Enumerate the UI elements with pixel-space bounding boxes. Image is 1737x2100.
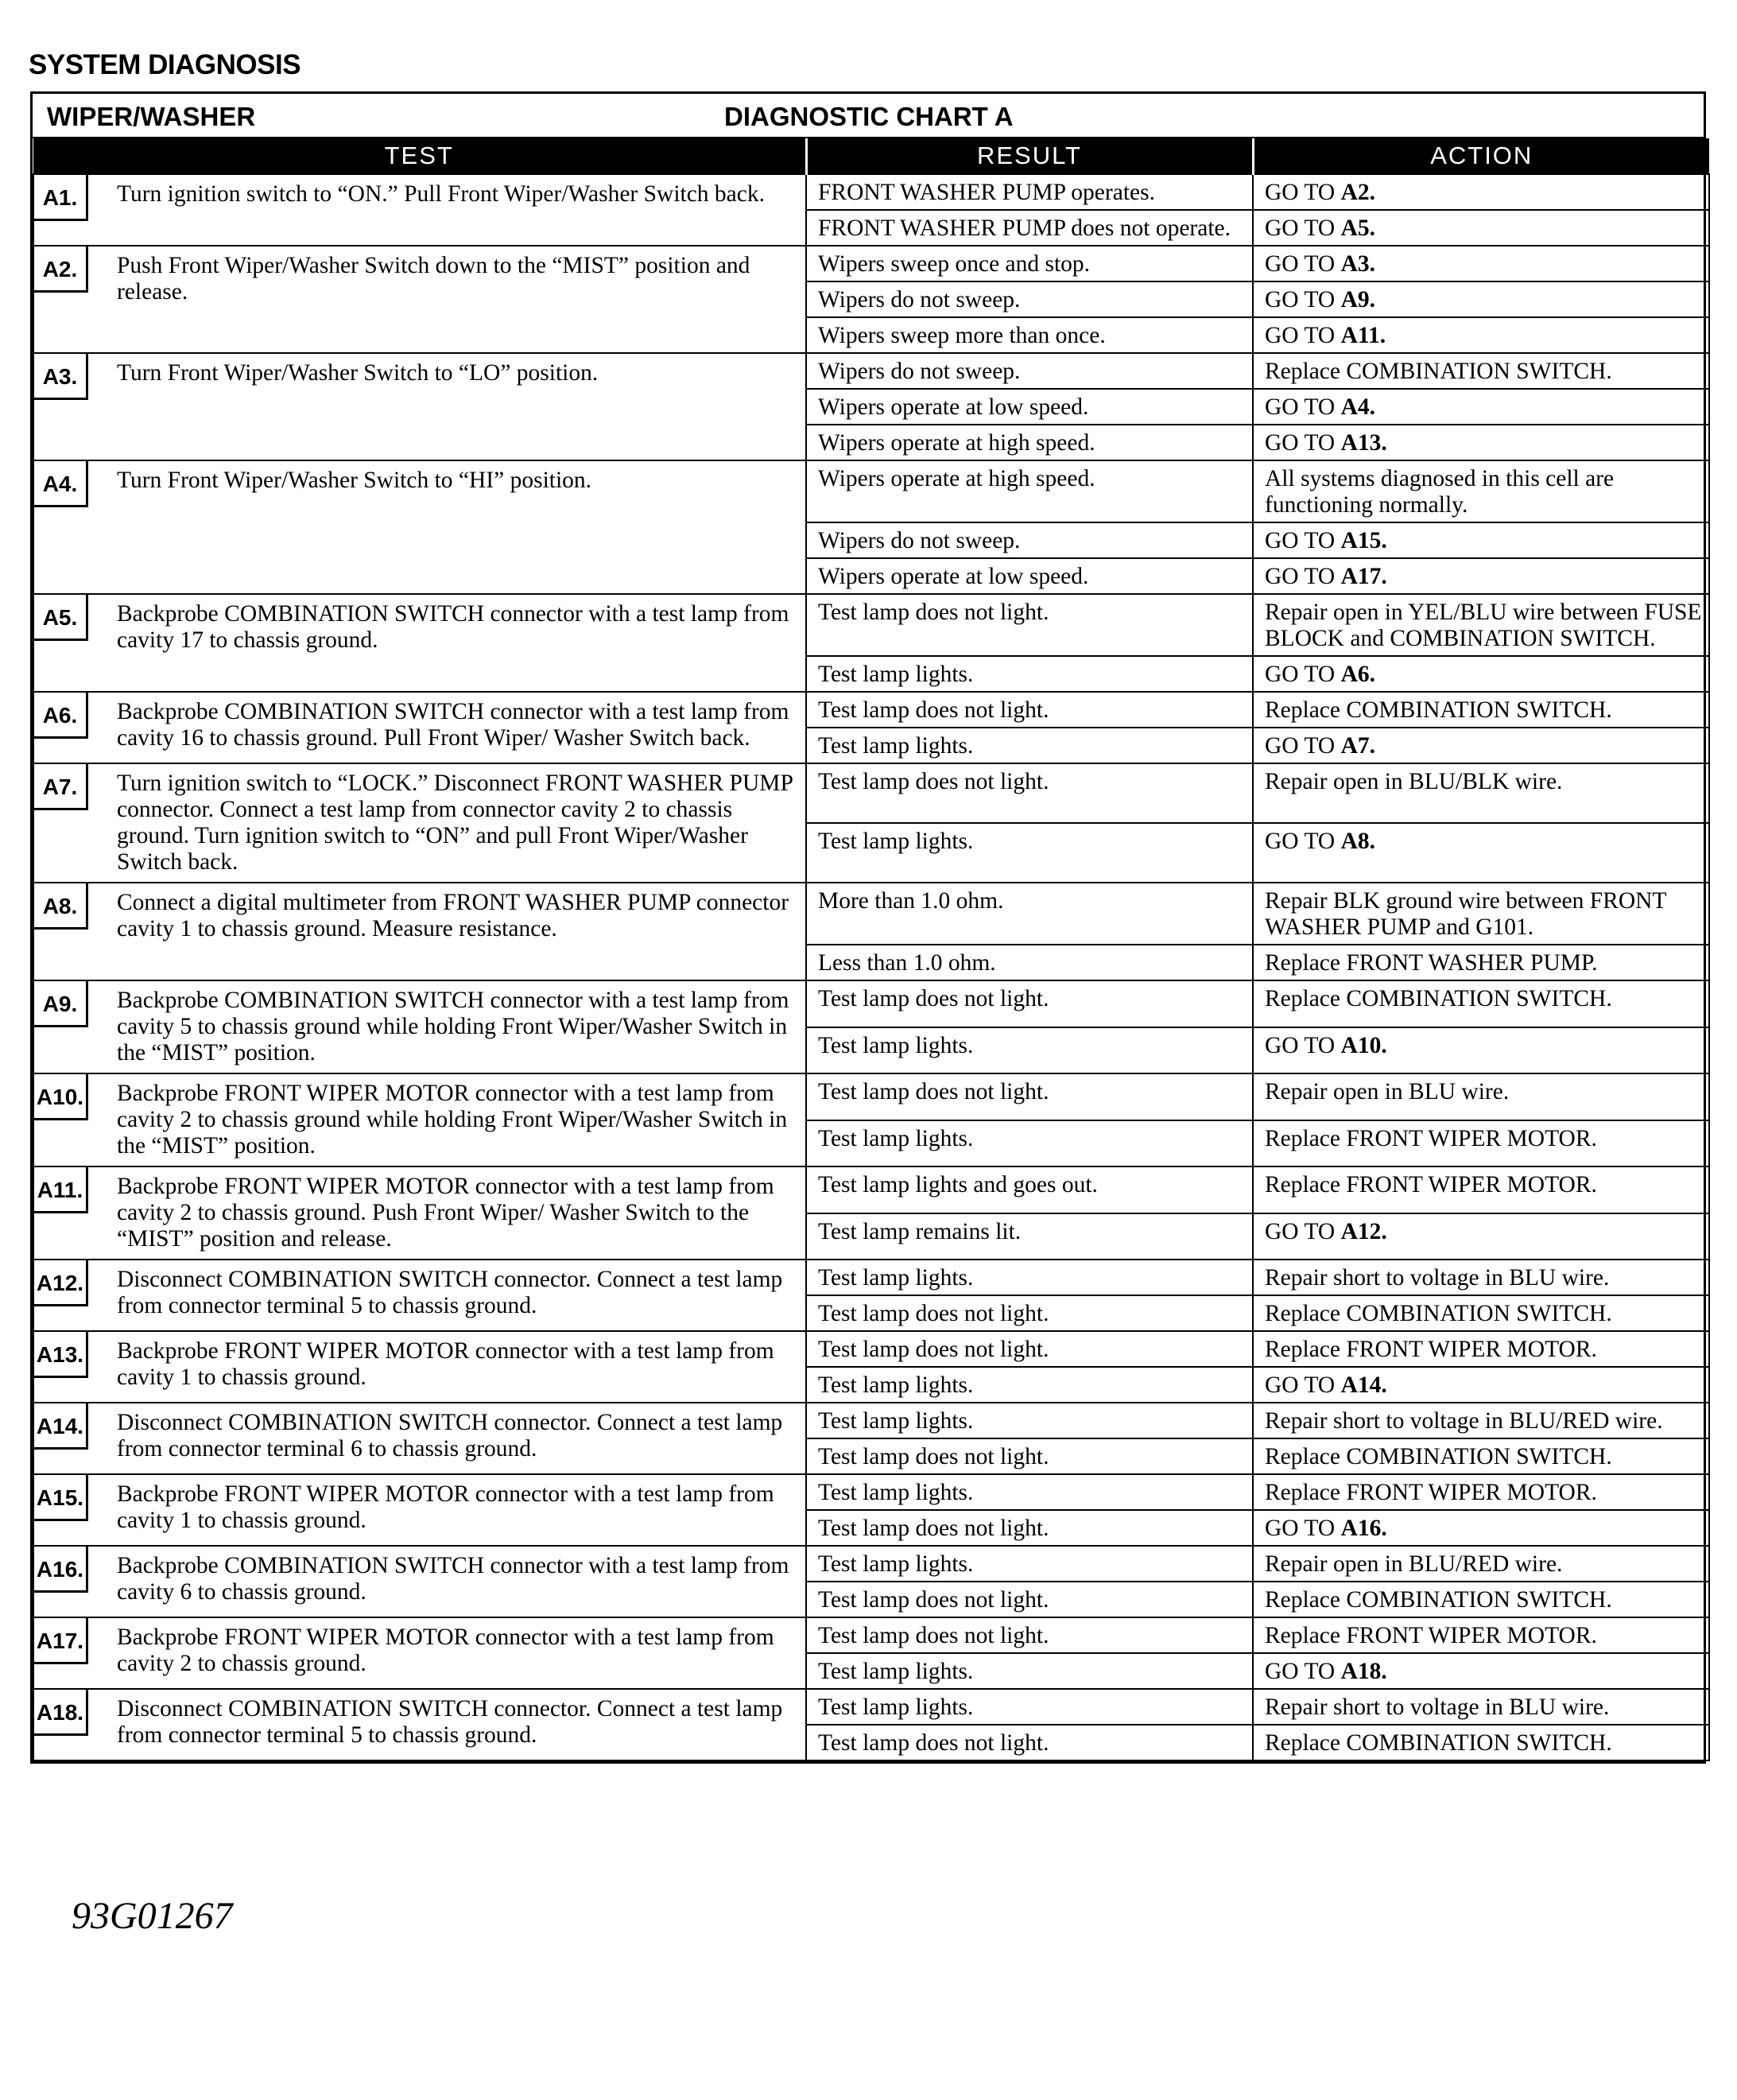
action-cell [1253,1510,1709,1546]
action-step-ref: A6. [1340,662,1376,687]
action-cell [1253,1438,1709,1474]
test-cell [33,763,806,883]
result-cell: Wipers do not sweep. [806,281,1253,317]
action-text: Replace COMBINATION SWITCH. [1265,1587,1612,1613]
action-step-ref: A3. [1340,251,1376,277]
table-row [33,1260,1709,1295]
action-prefix: GO TO [1265,662,1341,687]
result-cell: FRONT WASHER PUMP operates. [806,174,1253,210]
action-prefix: GO TO [1265,394,1341,420]
action-prefix: GO TO [1265,323,1341,348]
result-cell: Test lamp does not light. [806,1510,1253,1546]
result-cell: Wipers do not sweep. [806,522,1253,558]
action-cell [1253,1166,1709,1213]
action-cell [1253,883,1709,945]
action-cell [1253,1653,1709,1689]
table-row [33,980,1709,1027]
action-cell [1253,1582,1709,1617]
action-step-ref: A11. [1340,323,1386,348]
test-instruction: Connect a digital multimeter from FRONT WASHER PUMP connector cavity 1 to chassis ground. Measure resistance. [117,890,789,941]
action-text: Replace COMBINATION SWITCH. [1265,697,1612,723]
step-id-box: A9. [34,981,88,1027]
result-cell: Test lamp lights. [806,728,1253,763]
action-step-ref: A7. [1340,733,1376,759]
action-prefix: GO TO [1265,430,1341,456]
test-instruction: Backprobe FRONT WIPER MOTOR connector with a test lamp from cavity 1 to chassis ground. [117,1481,774,1533]
step-id-box: A13. [34,1332,88,1378]
action-text: Repair BLK ground wire between FRONT WASHER PUMP and G101. [1265,888,1666,940]
action-cell [1253,1617,1709,1653]
test-instruction: Backprobe COMBINATION SWITCH connector with a test lamp from cavity 17 to chassis ground. [117,601,789,653]
action-text: Replace COMBINATION SWITCH. [1265,1444,1612,1469]
test-cell [33,353,806,460]
action-prefix: GO TO [1265,251,1341,277]
action-step-ref: A10. [1340,1032,1387,1058]
step-id-box: A4. [34,461,88,507]
action-step-ref: A18. [1340,1659,1387,1684]
action-cell [1253,558,1709,594]
action-step-ref: A5. [1340,215,1376,241]
action-text: Replace FRONT WIPER MOTOR. [1265,1480,1597,1505]
diagnostic-chart [30,91,1706,1764]
result-cell: Test lamp does not light. [806,1438,1253,1474]
action-cell [1253,281,1709,317]
result-cell: Test lamp does not light. [806,1331,1253,1367]
result-cell: Test lamp lights. [806,1689,1253,1725]
action-cell [1253,1120,1709,1167]
action-cell [1253,1295,1709,1331]
action-step-ref: A14. [1340,1372,1387,1398]
figure-code: 93G01267 [72,1895,233,1937]
table-header-row [33,138,1709,174]
action-text: All systems diagnosed in this cell are functioning normally. [1265,466,1615,518]
action-text: Replace FRONT WASHER PUMP. [1265,950,1598,976]
action-cell [1253,1073,1709,1120]
action-text: Replace COMBINATION SWITCH. [1265,359,1612,384]
table-row [33,1689,1709,1725]
result-cell: Test lamp lights. [806,1027,1253,1074]
result-cell: Wipers operate at high speed. [806,460,1253,522]
action-prefix: GO TO [1265,1032,1341,1058]
action-cell [1253,389,1709,425]
result-cell: Test lamp lights. [806,1403,1253,1438]
result-cell: Less than 1.0 ohm. [806,945,1253,980]
action-text: Replace COMBINATION SWITCH. [1265,986,1612,1011]
action-cell [1253,823,1709,883]
step-id-box: A18. [34,1690,88,1736]
action-text: Repair open in YEL/BLU wire between FUSE BLOCK and COMBINATION SWITCH. [1265,600,1702,651]
result-cell: Test lamp lights. [806,656,1253,692]
test-instruction: Disconnect COMBINATION SWITCH connector. Connect a test lamp from connector terminal 5 to chassis ground. [117,1696,783,1748]
action-prefix: GO TO [1265,528,1341,553]
test-instruction: Backprobe COMBINATION SWITCH connector with a test lamp from cavity 5 to chassis ground while holding Front Wiper/Washer Switch in the “MIST” position. [117,988,789,1066]
step-id-box: A7. [34,764,88,810]
action-text: Repair open in BLU/BLK wire. [1265,769,1563,794]
test-cell [33,980,806,1073]
action-cell [1253,460,1709,522]
result-cell: Test lamp lights and goes out. [806,1166,1253,1213]
step-id-box: A10. [34,1074,88,1120]
table-row [33,763,1709,823]
step-id-box: A1. [34,175,88,221]
diagnostic-table [33,138,1710,1761]
action-cell [1253,425,1709,460]
test-cell [33,460,806,594]
test-instruction: Turn Front Wiper/Washer Switch to “LO” position. [117,360,599,386]
action-cell [1253,1331,1709,1367]
test-cell [33,1617,806,1689]
test-instruction: Backprobe FRONT WIPER MOTOR connector with a test lamp from cavity 1 to chassis ground. [117,1338,774,1390]
test-cell [33,1166,806,1260]
test-instruction: Disconnect COMBINATION SWITCH connector. Connect a test lamp from connector terminal 6 to chassis ground. [117,1410,783,1461]
result-cell: Test lamp does not light. [806,1073,1253,1120]
table-row [33,1474,1709,1510]
action-step-ref: A9. [1340,287,1376,312]
action-step-ref: A13. [1340,430,1387,456]
action-cell [1253,353,1709,389]
step-id-box: A3. [34,354,88,400]
chart-label: DIAGNOSTIC CHART A [724,102,1014,131]
action-text: Repair short to voltage in BLU/RED wire. [1265,1408,1663,1434]
step-id-box: A15. [34,1475,88,1521]
action-cell [1253,1213,1709,1260]
action-step-ref: A8. [1340,829,1376,854]
action-prefix: GO TO [1265,1372,1341,1398]
action-text: Replace FRONT WIPER MOTOR. [1265,1337,1597,1362]
action-cell [1253,594,1709,656]
result-cell: Wipers operate at low speed. [806,389,1253,425]
action-cell [1253,1546,1709,1582]
action-prefix: GO TO [1265,215,1341,241]
action-cell [1253,1367,1709,1403]
result-cell: Test lamp does not light. [806,1295,1253,1331]
column-header-action: ACTION [1253,138,1709,174]
action-prefix: GO TO [1265,564,1341,589]
action-text: Replace COMBINATION SWITCH. [1265,1730,1612,1756]
action-prefix: GO TO [1265,287,1341,312]
action-step-ref: A4. [1340,394,1376,420]
action-prefix: GO TO [1265,180,1341,205]
action-cell [1253,210,1709,246]
action-cell [1253,246,1709,281]
column-header-test: TEST [33,138,806,174]
action-cell [1253,656,1709,692]
result-cell: FRONT WASHER PUMP does not operate. [806,210,1253,246]
test-instruction: Backprobe COMBINATION SWITCH connector with a test lamp from cavity 16 to chassis ground. Pull Front Wiper/ Washer Switch back. [117,699,789,751]
action-cell [1253,945,1709,980]
test-instruction: Turn Front Wiper/Washer Switch to “HI” position. [117,468,592,493]
action-cell [1253,763,1709,823]
result-cell: Wipers operate at high speed. [806,425,1253,460]
action-prefix: GO TO [1265,1659,1341,1684]
result-cell: Test lamp does not light. [806,1617,1253,1653]
test-instruction: Backprobe COMBINATION SWITCH connector with a test lamp from cavity 6 to chassis ground. [117,1553,789,1605]
action-cell [1253,728,1709,763]
action-step-ref: A17. [1340,564,1387,589]
result-cell: Test lamp remains lit. [806,1213,1253,1260]
action-text: Replace COMBINATION SWITCH. [1265,1301,1612,1326]
action-text: Repair short to voltage in BLU wire. [1265,1265,1610,1291]
table-row [33,692,1709,728]
action-step-ref: A16. [1340,1516,1387,1541]
result-cell: Test lamp lights. [806,1120,1253,1167]
table-row [33,460,1709,522]
step-id-box: A2. [34,246,88,293]
test-instruction: Disconnect COMBINATION SWITCH connector. Connect a test lamp from connector terminal 5 to chassis ground. [117,1267,783,1318]
test-cell [33,1260,806,1331]
table-row [33,174,1709,210]
chart-header [33,94,1704,138]
column-header-result: RESULT [806,138,1253,174]
action-text: Repair open in BLU/RED wire. [1265,1551,1563,1577]
result-cell: Wipers operate at low speed. [806,558,1253,594]
action-cell [1253,1474,1709,1510]
result-cell: Test lamp does not light. [806,763,1253,823]
table-row [33,246,1709,281]
step-id-box: A8. [34,883,88,930]
table-row [33,1617,1709,1653]
result-cell: Wipers sweep once and stop. [806,246,1253,281]
table-row [33,594,1709,656]
action-text: Repair open in BLU wire. [1265,1079,1510,1104]
action-cell [1253,522,1709,558]
action-prefix: GO TO [1265,1516,1341,1541]
test-instruction: Turn ignition switch to “LOCK.” Disconnect FRONT WASHER PUMP connector. Connect a test lamp from connector cavity 2 to chassis ground. Turn ignition switch to “ON” and pull Front Wiper/Washer Switch back. [117,771,793,875]
result-cell: Test lamp lights. [806,1474,1253,1510]
test-cell [33,1403,806,1474]
test-cell [33,1331,806,1403]
result-cell: Wipers sweep more than once. [806,317,1253,353]
table-row [33,353,1709,389]
action-cell [1253,174,1709,210]
chart-system-name: WIPER/WASHER [47,102,256,131]
step-id-box: A16. [34,1547,88,1593]
action-text: Replace FRONT WIPER MOTOR. [1265,1172,1597,1198]
test-instruction: Backprobe FRONT WIPER MOTOR connector with a test lamp from cavity 2 to chassis ground. [117,1624,774,1676]
action-step-ref: A12. [1340,1218,1387,1244]
test-cell [33,174,806,246]
test-instruction: Backprobe FRONT WIPER MOTOR connector with a test lamp from cavity 2 to chassis ground while holding Front Wiper/Washer Switch in the “MIST” position. [117,1081,788,1159]
step-id-box: A12. [34,1260,88,1306]
table-row [33,1166,1709,1213]
action-cell [1253,1260,1709,1295]
action-text: Replace FRONT WIPER MOTOR. [1265,1623,1597,1648]
table-row [33,883,1709,945]
action-cell [1253,1689,1709,1725]
step-id-box: A6. [34,693,88,739]
test-cell [33,246,806,353]
action-cell [1253,980,1709,1027]
table-row [33,1331,1709,1367]
test-cell [33,692,806,763]
action-cell [1253,1725,1709,1760]
action-prefix: GO TO [1265,829,1341,854]
result-cell: Test lamp lights. [806,1367,1253,1403]
step-id-box: A14. [34,1403,88,1450]
test-instruction: Push Front Wiper/Washer Switch down to the “MIST” position and release. [117,253,750,305]
test-cell [33,1689,806,1760]
table-row [33,1546,1709,1582]
test-cell [33,1474,806,1546]
result-cell: More than 1.0 ohm. [806,883,1253,945]
result-cell: Wipers do not sweep. [806,353,1253,389]
test-cell [33,883,806,980]
step-id-box: A17. [34,1618,88,1664]
test-cell [33,1546,806,1617]
result-cell: Test lamp lights. [806,823,1253,883]
table-row [33,1403,1709,1438]
result-cell: Test lamp does not light. [806,1725,1253,1760]
action-step-ref: A2. [1340,180,1376,205]
action-step-ref: A15. [1340,528,1387,553]
test-instruction: Turn ignition switch to “ON.” Pull Front Wiper/Washer Switch back. [117,181,765,207]
result-cell: Test lamp lights. [806,1260,1253,1295]
action-cell [1253,1403,1709,1438]
action-cell [1253,317,1709,353]
step-id-box: A11. [34,1167,88,1213]
result-cell: Test lamp does not light. [806,692,1253,728]
test-cell [33,1073,806,1166]
step-id-box: A5. [34,595,88,641]
action-cell [1253,1027,1709,1074]
table-body [33,174,1709,1760]
action-text: Replace FRONT WIPER MOTOR. [1265,1125,1597,1151]
action-prefix: GO TO [1265,1218,1341,1244]
page-title: SYSTEM DIAGNOSIS [29,49,301,80]
action-prefix: GO TO [1265,733,1341,759]
test-instruction: Backprobe FRONT WIPER MOTOR connector with a test lamp from cavity 2 to chassis ground. Push Front Wiper/ Washer Switch to the “MIST” position and release. [117,1174,774,1252]
result-cell: Test lamp lights. [806,1546,1253,1582]
result-cell: Test lamp does not light. [806,980,1253,1027]
table-row [33,1073,1709,1120]
test-cell [33,594,806,692]
result-cell: Test lamp does not light. [806,594,1253,656]
result-cell: Test lamp lights. [806,1653,1253,1689]
action-text: Repair short to voltage in BLU wire. [1265,1694,1610,1720]
action-cell [1253,692,1709,728]
result-cell: Test lamp does not light. [806,1582,1253,1617]
